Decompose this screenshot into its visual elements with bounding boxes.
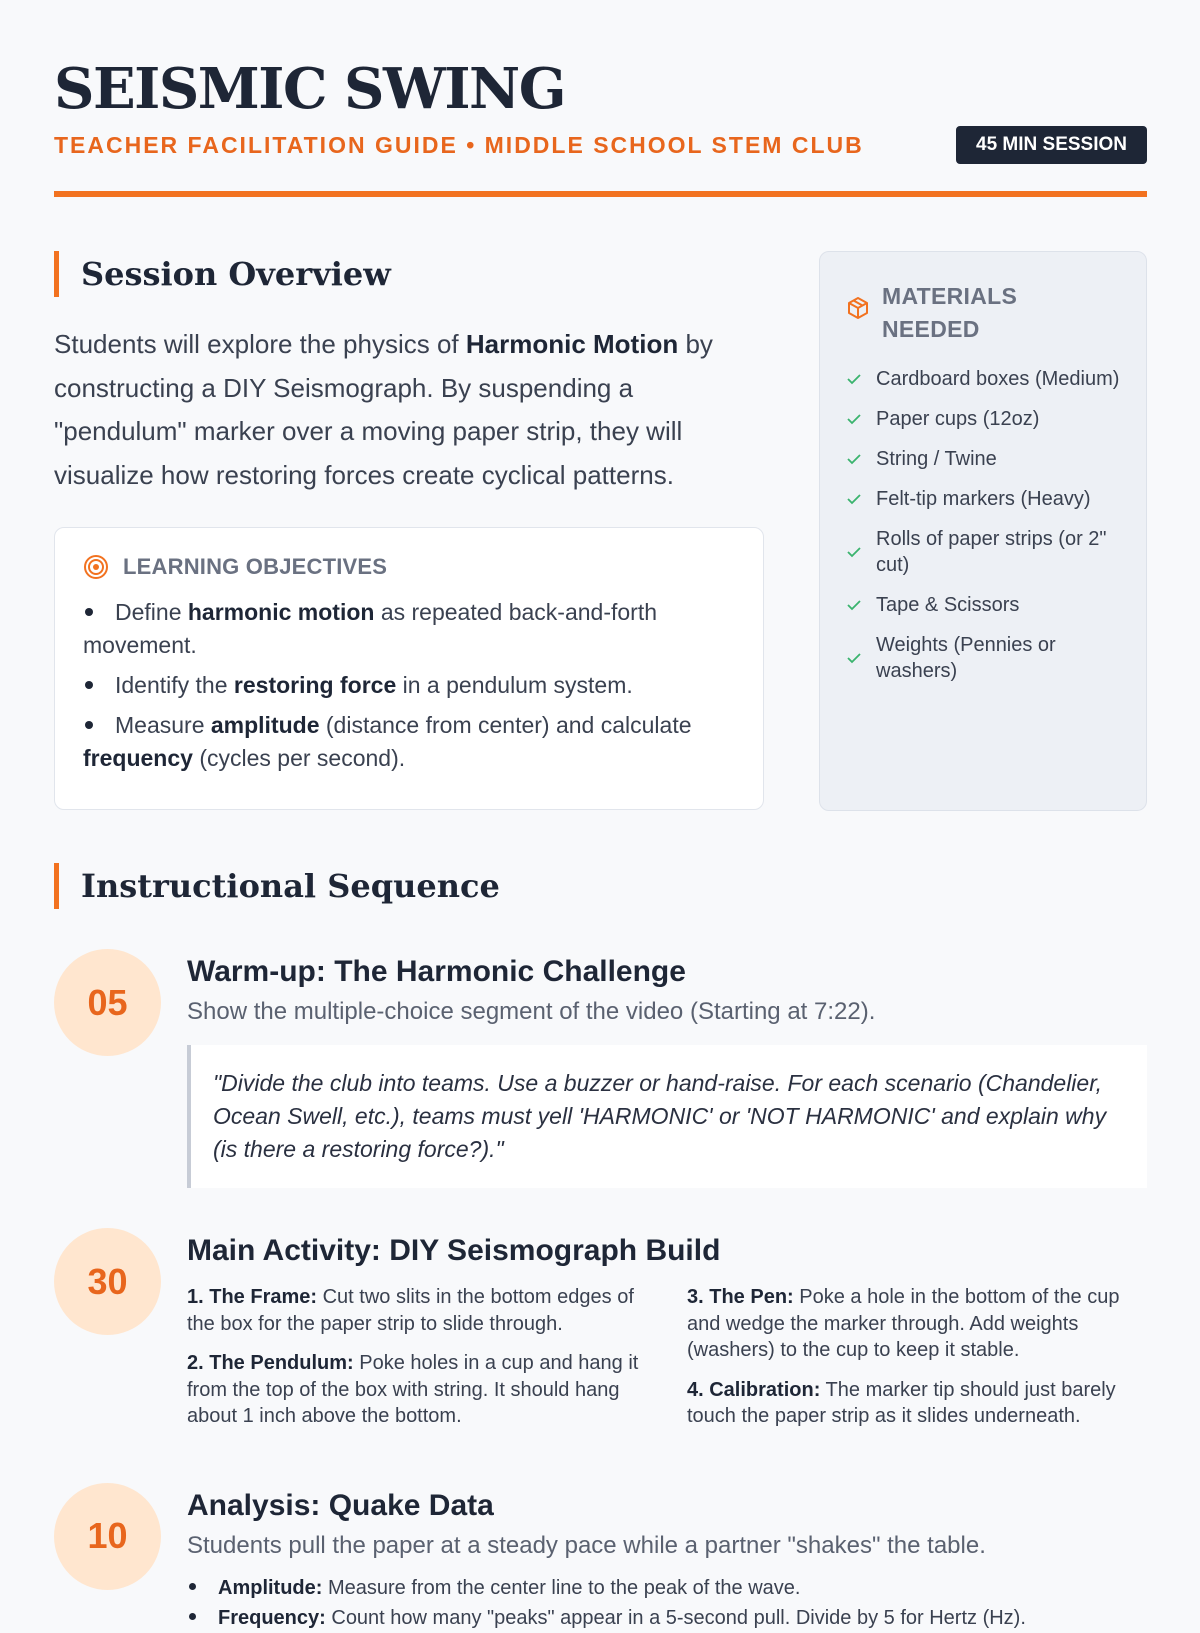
materials-card bbox=[819, 251, 1147, 811]
target-icon bbox=[83, 554, 109, 580]
list-item bbox=[846, 632, 1120, 684]
bullet-icon bbox=[85, 608, 93, 616]
objective-text: as repeated back-and-forth movement. bbox=[83, 599, 657, 658]
objective-text: (cycles per second). bbox=[192, 745, 406, 771]
build-step-text: Poke a hole in the bottom of the cup and wedge the marker through. Add weights (washers) to the cup to keep it stable. bbox=[687, 1286, 1120, 1361]
box-icon bbox=[846, 296, 870, 320]
step-body bbox=[187, 1483, 1147, 1633]
objectives-list bbox=[83, 596, 735, 775]
material-label: Tape & Scissors bbox=[876, 594, 1020, 616]
objectives-header bbox=[83, 554, 735, 580]
build-step-label: 3. The Pen: bbox=[687, 1286, 794, 1308]
build-step-text: The marker tip should just barely touch the paper strip as it slides underneath. bbox=[687, 1378, 1116, 1427]
objective-term: frequency bbox=[83, 745, 193, 771]
overview-text-part: by constructing a DIY Seismograph. By suspending a "pendulum" marker over a moving paper strip, they will visualize how restoring forces create cyclical patterns. bbox=[54, 329, 713, 490]
overview-heading: Session Overview bbox=[54, 251, 764, 297]
build-step bbox=[187, 1284, 647, 1337]
material-label: Cardboard boxes (Medium) bbox=[876, 368, 1120, 390]
objective-text: Measure bbox=[115, 712, 211, 738]
objective-text: (distance from center) and calculate bbox=[319, 712, 692, 738]
list-item bbox=[846, 486, 1120, 512]
build-step-label: 4. Calibration: bbox=[687, 1378, 821, 1401]
analysis-label: Amplitude: bbox=[218, 1576, 323, 1599]
list-item bbox=[846, 526, 1120, 578]
build-step-text: Poke holes in a cup and hang it from the top of the box with string. It should hang about 1 inch above the bottom. bbox=[187, 1352, 639, 1427]
list-item bbox=[187, 1603, 1147, 1633]
list-item bbox=[83, 669, 735, 702]
step-body bbox=[187, 949, 1147, 1188]
teacher-script-quote: "Divide the club into teams. Use a buzzer or hand-raise. For each scenario (Chandelier, Ocean Swell, etc.), teams must yell 'HARMONIC' or 'NOT HARMONIC' and explain why (is there a restoring force?)." bbox=[187, 1045, 1147, 1188]
guide-page bbox=[54, 54, 1147, 1633]
overview-text bbox=[54, 323, 764, 497]
check-icon bbox=[846, 413, 862, 425]
step-minutes: 10 bbox=[54, 1483, 161, 1590]
analysis-list bbox=[187, 1573, 1147, 1633]
check-icon bbox=[846, 373, 862, 385]
objective-text: Identify the bbox=[115, 672, 234, 698]
list-item bbox=[846, 406, 1120, 432]
objective-term: restoring force bbox=[233, 672, 397, 698]
materials-heading: MATERIALS NEEDED bbox=[882, 283, 1018, 342]
bullet-icon bbox=[85, 681, 93, 689]
step-description: Show the multiple-choice segment of the video (Starting at 7:22). bbox=[187, 998, 876, 1025]
build-steps-grid bbox=[187, 1284, 1147, 1443]
step-title: Warm-up: The Harmonic Challenge bbox=[187, 955, 686, 988]
objective-term: amplitude bbox=[210, 712, 320, 738]
objective-text: Define bbox=[115, 599, 188, 625]
session-length-badge: 45 MIN SESSION bbox=[956, 126, 1147, 164]
top-section bbox=[54, 251, 1147, 811]
check-icon bbox=[846, 493, 862, 505]
list-item bbox=[83, 709, 735, 775]
bullet-icon bbox=[189, 1583, 196, 1590]
check-icon bbox=[846, 652, 862, 664]
step-title: Main Activity: DIY Seismograph Build bbox=[187, 1234, 721, 1267]
sequence-heading: Instructional Sequence bbox=[54, 863, 1147, 909]
overview-text-part: Students will explore the physics of bbox=[54, 329, 466, 359]
build-steps-column bbox=[187, 1284, 647, 1443]
page-title: SEISMIC SWING bbox=[54, 56, 566, 122]
list-item bbox=[846, 446, 1120, 472]
bullet-icon bbox=[189, 1613, 196, 1620]
overview-column bbox=[54, 251, 764, 811]
subtitle-row bbox=[54, 126, 1147, 164]
build-step bbox=[687, 1284, 1147, 1364]
list-item bbox=[846, 592, 1120, 618]
materials-header bbox=[846, 280, 1120, 346]
check-icon bbox=[846, 453, 862, 465]
list-item bbox=[83, 596, 735, 662]
analysis-text: Count how many "peaks" appear in a 5-second pull. Divide by 5 for Hertz (Hz). bbox=[325, 1606, 1026, 1629]
header-divider bbox=[54, 191, 1147, 197]
objective-term: harmonic motion bbox=[187, 599, 375, 625]
instructional-sequence bbox=[54, 863, 1147, 1633]
objective-text: in a pendulum system. bbox=[396, 672, 633, 698]
check-icon bbox=[846, 546, 862, 558]
objectives-heading: LEARNING OBJECTIVES bbox=[123, 554, 388, 579]
list-item bbox=[187, 1573, 1147, 1603]
material-label: Weights (Pennies or washers) bbox=[876, 634, 1056, 682]
learning-objectives-card bbox=[54, 527, 764, 810]
list-item bbox=[846, 366, 1120, 392]
step-body bbox=[187, 1228, 1147, 1443]
bullet-icon bbox=[85, 721, 93, 729]
page-subtitle: TEACHER FACILITATION GUIDE • MIDDLE SCHOOL STEM CLUB bbox=[54, 131, 864, 158]
check-icon bbox=[846, 599, 862, 611]
step-minutes: 05 bbox=[54, 949, 161, 1056]
analysis-label: Frequency: bbox=[218, 1606, 326, 1629]
build-step-label: 2. The Pendulum: bbox=[187, 1352, 354, 1374]
materials-list bbox=[846, 366, 1120, 684]
build-step-label: 1. The Frame: bbox=[187, 1286, 318, 1308]
build-step-text: Cut two slits in the bottom edges of the box for the paper strip to slide through. bbox=[187, 1286, 634, 1335]
material-label: Felt-tip markers (Heavy) bbox=[876, 488, 1091, 510]
material-label: Paper cups (12oz) bbox=[876, 408, 1040, 430]
step-description: Students pull the paper at a steady pace while a partner "shakes" the table. bbox=[187, 1531, 986, 1559]
step-title: Analysis: Quake Data bbox=[187, 1488, 494, 1522]
material-label: Rolls of paper strips (or 2" cut) bbox=[876, 528, 1107, 576]
build-step bbox=[687, 1377, 1147, 1430]
build-steps-column bbox=[687, 1284, 1147, 1443]
step-main-activity bbox=[54, 1228, 1147, 1443]
analysis-text: Measure from the center line to the peak of the wave. bbox=[322, 1576, 801, 1599]
step-warmup bbox=[54, 949, 1147, 1188]
material-label: String / Twine bbox=[876, 448, 997, 470]
build-step bbox=[187, 1350, 647, 1430]
step-minutes: 30 bbox=[54, 1228, 161, 1335]
overview-text-bold: Harmonic Motion bbox=[465, 329, 679, 359]
step-analysis bbox=[54, 1483, 1147, 1633]
